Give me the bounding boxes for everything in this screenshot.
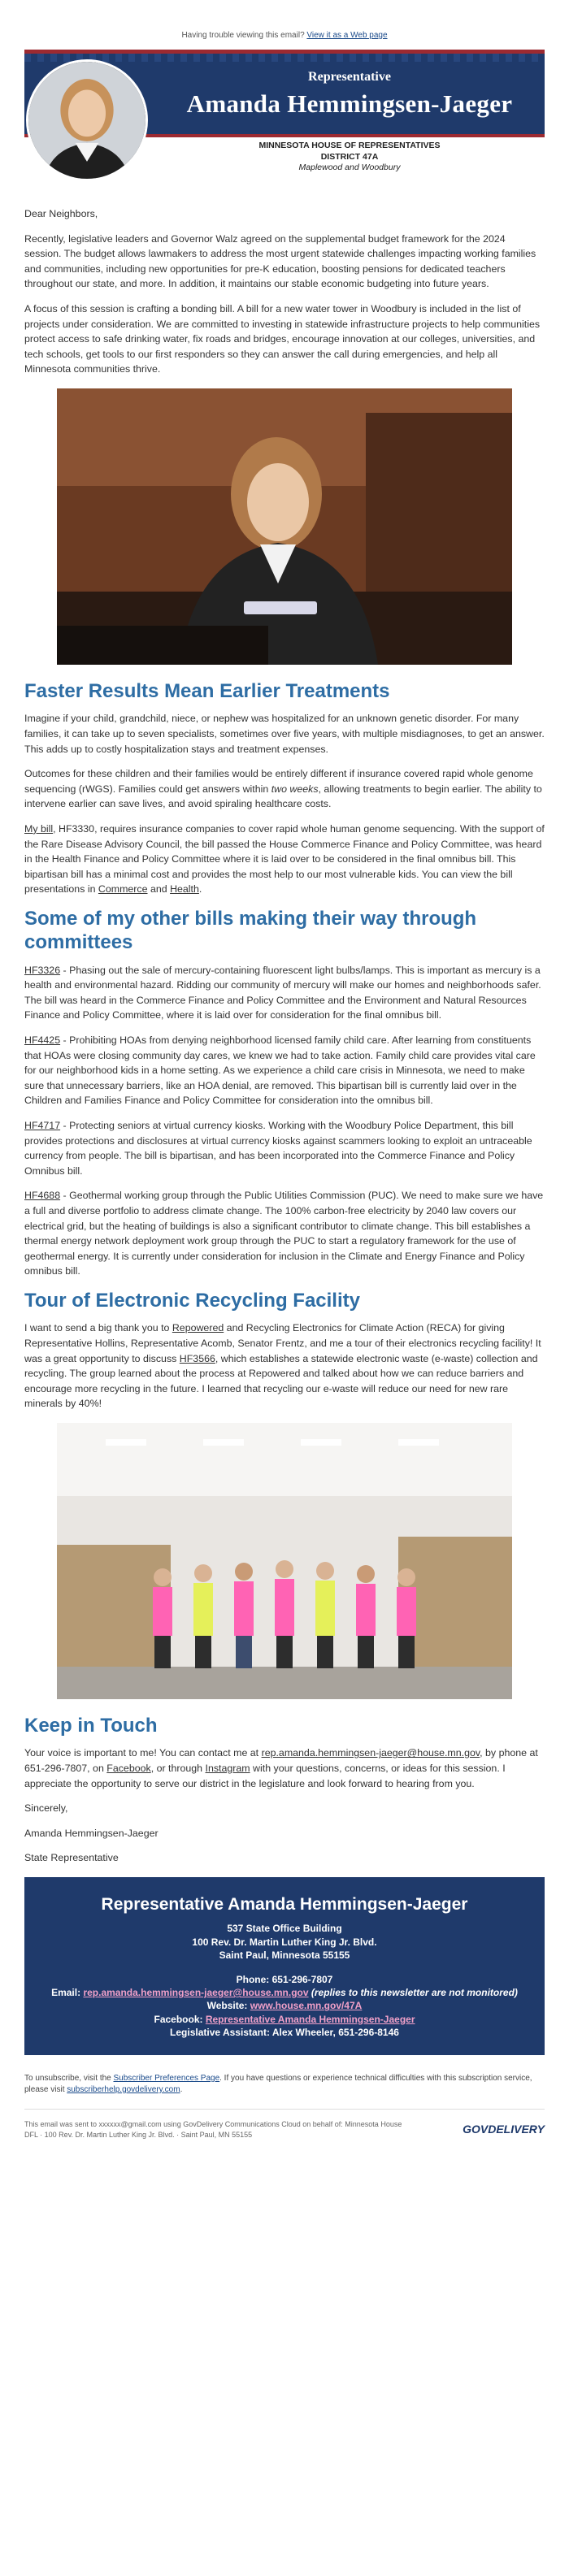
portrait-image [28,62,146,179]
commerce-presentation-link[interactable]: Commerce [98,883,148,896]
footer-street: 100 Rev. Dr. Martin Luther King Jr. Blvd. [192,1936,377,1948]
bill-item [24,963,545,1023]
footer-website-link[interactable]: www.house.mn.gov/47A [250,2000,363,2012]
text-run: and [147,883,171,896]
faster-results-paragraph-2 [24,766,545,812]
divider [24,2109,545,2110]
contact-paragraph [24,1746,545,1791]
banner-name: Amanda Hemmingsen-Jaeger [186,89,513,118]
health-presentation-link[interactable]: Health [170,883,199,896]
footer-website-label: Website: [206,2000,250,2012]
signature-role: State Representative [24,1852,119,1864]
text-run: . [180,2084,183,2094]
bill-link-hf4688[interactable]: HF4688 [24,1190,61,1202]
signature-name: Amanda Hemmingsen-Jaeger [24,1827,159,1839]
footer-name: Representative Amanda Hemmingsen-Jaeger [101,1894,468,1914]
text-run: , by phone at 651-296-7807, on [24,1747,538,1774]
preheader-text: Having trouble viewing this email? [181,31,305,40]
text-run: - [60,964,70,976]
repowered-link[interactable]: Repowered [172,1322,224,1334]
recycling-paragraph [24,1321,545,1412]
bill-description: Prohibiting HOAs from denying neighborhood licensed family child care. After learning from constituents that HOAs were closing community day cares, we knew we had to take action. Family child care provides vital care for our neighborhood kids in a home setting. As we experience a child care crisis in Minnesota, we need to make sure that unnecessary barriers, like an HOA denial, are removed. This bipartisan bill is currently laid over in the Children and Families Finance and Policy Committee for consideration into the omnibus bill. [24,1034,536,1107]
bill-description: Geothermal working group through the Public Utilities Commission (PUC). We need to make sure we have a full and diverse portfolio to address climate change. The 100% carbon-free electricity by 2040 law covers our electrical grid, but the heating of buildings is also a significant contributor to climate change. This bill establishes a thermal energy network deployment work group through the PUC to start a regulatory framework for the use of geothermal energy. It is currently under consideration for inclusion in the Climate and Energy Finance and Policy omnibus bill. [24,1190,544,1277]
text-run: . If you have questions or experience technical difficulties with this subscription service, please visit [24,2073,532,2094]
my-bill-link[interactable]: My bill [24,822,54,835]
section-heading-other-bills: Some of my other bills making their way through committees [24,907,477,954]
header-banner [24,50,545,137]
bill-link-hf4717[interactable]: HF4717 [24,1120,61,1131]
footer-assistant: Legislative Assistant: Alex Wheeler, 651-296-8146 [170,2026,399,2038]
text-run: I want to send a big thank you to [24,1322,172,1334]
contact-footer [24,1877,545,2055]
bill-item [24,1188,545,1279]
footer-email-note: (replies to this newsletter are not monitored) [308,1987,518,1999]
unsubscribe-text [24,2073,545,2096]
district-area: Maplewood and Woodbury [298,163,401,173]
text-run: Outcomes for these children and their families would be entirely different if insurance covered rapid whole genome sequencing (rWGS). Families could get answers within [24,768,533,795]
text-run: . [198,883,202,896]
emphasis-text: two weeks [271,783,319,795]
footer-email-link[interactable]: rep.amanda.hemmingsen-jaeger@house.mn.gov [83,1987,309,1999]
district-label: DISTRICT 47A [320,151,379,162]
text-run: - [60,1034,70,1046]
intro-paragraph-2: A focus of this session is crafting a bonding bill. A bill for a new water tower in Woodbury is included in the list of projects under consideration. We are committed to investing in statewide infrastructure projects to help communities protect access to safe drinking water, fix roads and bridges, encourage innovation at our colleges, universities, and tech schools, get tools to our first responders so they can answer the call during emergencies, and help all Minnesota communities thrive. [24,302,541,375]
footer-facebook-link[interactable]: Representative Amanda Hemmingsen-Jaeger [205,2013,415,2025]
footer-email-label: Email: [51,1987,84,1999]
faster-results-paragraph-1: Imagine if your child, grandchild, niece, or nephew was hospitalized for an unknown genetic disorder. For many families, it can take up to seven specialists, sometimes over five years, with multiple misdiagnoses, to get an answer. This adds up to costly hospitalization stays and treatment expenses. [24,713,545,755]
text-run: , allowing treatments to begin earlier. The ability to intervene earlier can save lives, and avoid spiraling healthcare costs. [24,783,542,810]
bill-item [24,1118,545,1178]
subscriber-help-link[interactable]: subscriberhelp.govdelivery.com [67,2084,180,2094]
text-run: , which establishes a statewide electronic waste (e-waste) collection and recycling. The group learned about the process at Repowered and talked about how we can reduce barriers and encourage more recycling in the future. I learned that recycling our e-waste will reduce our need for new rare minerals by 40%! [24,1352,538,1410]
view-web-page-link[interactable]: View it as a Web page [306,31,388,40]
text-run: To unsubscribe, visit the [24,2073,114,2083]
text-run: with your questions, concerns, or ideas for this session. I appreciate the opportunity to serve our district in the legislature and look forward to hearing from you. [24,1762,506,1789]
bill-link-hf4425[interactable]: HF4425 [24,1034,61,1046]
greeting: Dear Neighbors, [24,207,98,219]
footer-email-line [41,1986,528,1999]
subscriber-preferences-link[interactable]: Subscriber Preferences Page [113,2073,220,2083]
sender-info [24,2119,545,2149]
govdelivery-logo[interactable]: GOVDELIVERY [463,2122,545,2136]
footer-city: Saint Paul, Minnesota 55155 [219,1949,350,1961]
footer-office: 537 State Office Building [227,1923,342,1935]
bill-link-hf3326[interactable]: HF3326 [24,964,61,976]
bill-link-hf3566[interactable]: HF3566 [179,1352,215,1364]
intro-paragraph-1: Recently, legislative leaders and Governor Walz agreed on the supplemental budget framework for the 2024 session. The budget allows lawmakers to address the most urgent statewide challenges impacting working families and communities, including new opportunities for pre-K education, boosting pensions for dedicated teachers throughout our state, and more. In addition, it maintains our stable economic budgeting into future years. [24,232,536,290]
section-heading-keep-in-touch: Keep in Touch [24,1715,158,1737]
footer-spacer [41,1962,528,1973]
text-run: - [60,1120,70,1131]
footer-facebook-line [41,2013,528,2026]
org-name: MINNESOTA HOUSE OF REPRESENTATIVES [258,141,441,150]
section-heading-faster-results: Faster Results Mean Earlier Treatments [24,680,390,703]
photo-recycling-facility-group [57,1423,512,1699]
instagram-link[interactable]: Instagram [205,1762,250,1774]
footer-phone: Phone: 651-296-7807 [236,1974,333,1985]
closing: Sincerely, [24,1802,68,1815]
newsletter-content [24,174,545,1866]
section-heading-recycling-tour: Tour of Electronic Recycling Facility [24,1290,360,1312]
text-run: , or through [150,1762,206,1774]
faster-results-paragraph-3 [24,822,545,897]
sent-to-text: This email was sent to xxxxxx@gmail.com using GovDelivery Communications Cloud on behalf of: Minnesota House DFL · 100 Rev. Dr. Martin Luther King Jr. Blvd. · Saint Paul, MN 55155 [24,2119,402,2139]
text-run: and Recycling Electronics for Climate Action (RECA) for giving Representative Hollins, Representative Acomb, Senator Frentz, and me a tour of their electronics recycling facility! It was a great opportunity to discuss [24,1322,541,1364]
text-run: , HF3330, requires insurance companies to cover rapid whole human genome sequencing. With the support of the Rare Disease Advisory Council, the bill passed the House Commerce Finance and Policy Committee, was heard in the Health Finance and Policy Committee where it is laid over to be considered in the final omnibus bill. This bipartisan bill has a minimal cost and provides the most help to our most vulnerable kids. You can view the bill presentations in [24,822,545,896]
footer-facebook-label: Facebook: [154,2013,206,2025]
footer-website-line [41,1999,528,2012]
photo-representative-speaking [57,388,512,665]
bill-description: Phasing out the sale of mercury-containing fluorescent light bulbs/lamps. This is important as mercury is a health and environmental hazard. Ridding our community of mercury will make our homes and neighborhoods safer. The bill was heard in the Commerce Finance and Policy Committee and the Environment and Natural Resources Finance and Policy Committee, where it is laid over for consideration for the final omnibus bill. [24,964,541,1021]
preheader [0,0,569,50]
contact-email-link[interactable]: rep.amanda.hemmingsen-jaeger@house.mn.gov [261,1747,480,1759]
post-footer [24,2055,545,2149]
email-body [24,50,545,2055]
facebook-link[interactable]: Facebook [106,1762,151,1774]
banner-title: Representative [308,70,391,84]
representative-portrait [26,59,148,181]
text-run: - [60,1190,70,1202]
bill-description: Protecting seniors at virtual currency kiosks. Working with the Woodbury Police Department, this bill provides protections and disclosures at virtual currency kiosks against scammers looking to exploit an untraceable currency from people. The bill is bipartisan, and has been incorporated into the Commerce Finance and Policy Omnibus bill. [24,1120,532,1177]
bill-item [24,1033,545,1108]
text-run: Your voice is important to me! You can contact me at [24,1747,262,1759]
